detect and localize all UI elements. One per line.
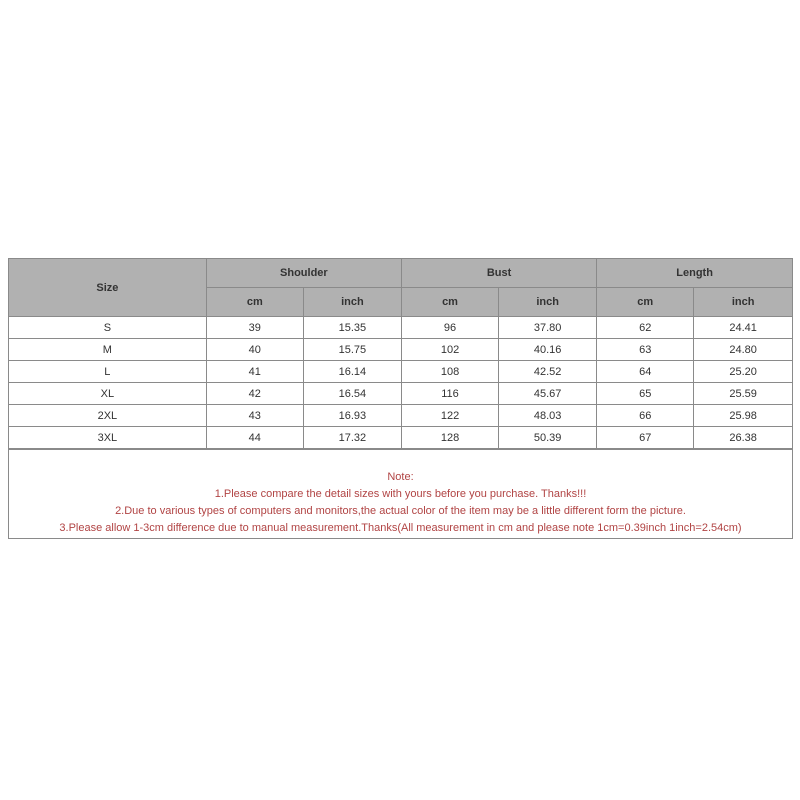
header-group-row: [9, 259, 792, 288]
measurement-cell: 41: [206, 361, 303, 383]
unit-header: cm: [206, 288, 303, 317]
bust-header: Bust: [401, 259, 596, 288]
measurement-cell: 96: [401, 317, 498, 339]
measurement-cell: 25.98: [694, 405, 792, 427]
table-body: [9, 317, 792, 449]
measurement-cell: 43: [206, 405, 303, 427]
table-row: [9, 405, 792, 427]
note-section: [9, 449, 792, 538]
measurement-cell: 102: [401, 339, 498, 361]
size-label-cell: XL: [9, 383, 206, 405]
measurement-cell: 16.54: [303, 383, 401, 405]
measurement-cell: 116: [401, 383, 498, 405]
measurement-cell: 108: [401, 361, 498, 383]
measurement-cell: 48.03: [499, 405, 597, 427]
table-row: [9, 427, 792, 449]
note-line: 3.Please allow 1-3cm difference due to manual measurement.Thanks(All measurement in cm and please note 1cm=0.39inch 1inch=2.54cm): [59, 522, 742, 534]
measurement-cell: 45.67: [499, 383, 597, 405]
measurement-cell: 122: [401, 405, 498, 427]
size-label-cell: 3XL: [9, 427, 206, 449]
measurement-cell: 42: [206, 383, 303, 405]
size-label-cell: 2XL: [9, 405, 206, 427]
size-chart: [8, 258, 793, 539]
measurement-cell: 24.41: [694, 317, 792, 339]
size-column-header: Size: [9, 259, 206, 317]
table-header: [9, 259, 792, 317]
measurement-cell: 37.80: [499, 317, 597, 339]
measurement-cell: 67: [597, 427, 694, 449]
measurement-cell: 16.14: [303, 361, 401, 383]
unit-header: cm: [597, 288, 694, 317]
table-row: [9, 383, 792, 405]
measurement-cell: 40.16: [499, 339, 597, 361]
table-row: [9, 339, 792, 361]
measurement-cell: 66: [597, 405, 694, 427]
measurement-cell: 65: [597, 383, 694, 405]
measurement-cell: 16.93: [303, 405, 401, 427]
unit-header: inch: [499, 288, 597, 317]
measurement-cell: 15.35: [303, 317, 401, 339]
measurement-cell: 128: [401, 427, 498, 449]
measurement-cell: 42.52: [499, 361, 597, 383]
size-table: [9, 259, 792, 449]
table-row: [9, 317, 792, 339]
size-label-cell: S: [9, 317, 206, 339]
note-lines: [9, 486, 792, 537]
measurement-cell: 39: [206, 317, 303, 339]
measurement-cell: 26.38: [694, 427, 792, 449]
unit-header: cm: [401, 288, 498, 317]
measurement-cell: 64: [597, 361, 694, 383]
note-title: Note:: [387, 471, 414, 483]
unit-header: inch: [303, 288, 401, 317]
measurement-cell: 25.59: [694, 383, 792, 405]
size-label-cell: L: [9, 361, 206, 383]
measurement-cell: 40: [206, 339, 303, 361]
note-line: 2.Due to various types of computers and monitors,the actual color of the item may be a little different form the picture.: [115, 505, 686, 517]
measurement-cell: 25.20: [694, 361, 792, 383]
note-line: 1.Please compare the detail sizes with yours before you purchase. Thanks!!!: [214, 488, 587, 500]
unit-header: inch: [694, 288, 792, 317]
measurement-cell: 15.75: [303, 339, 401, 361]
table-row: [9, 361, 792, 383]
measurement-cell: 17.32: [303, 427, 401, 449]
measurement-cell: 50.39: [499, 427, 597, 449]
length-header: Length: [597, 259, 792, 288]
measurement-cell: 63: [597, 339, 694, 361]
measurement-cell: 62: [597, 317, 694, 339]
measurement-cell: 44: [206, 427, 303, 449]
size-label-cell: M: [9, 339, 206, 361]
measurement-cell: 24.80: [694, 339, 792, 361]
shoulder-header: Shoulder: [206, 259, 401, 288]
